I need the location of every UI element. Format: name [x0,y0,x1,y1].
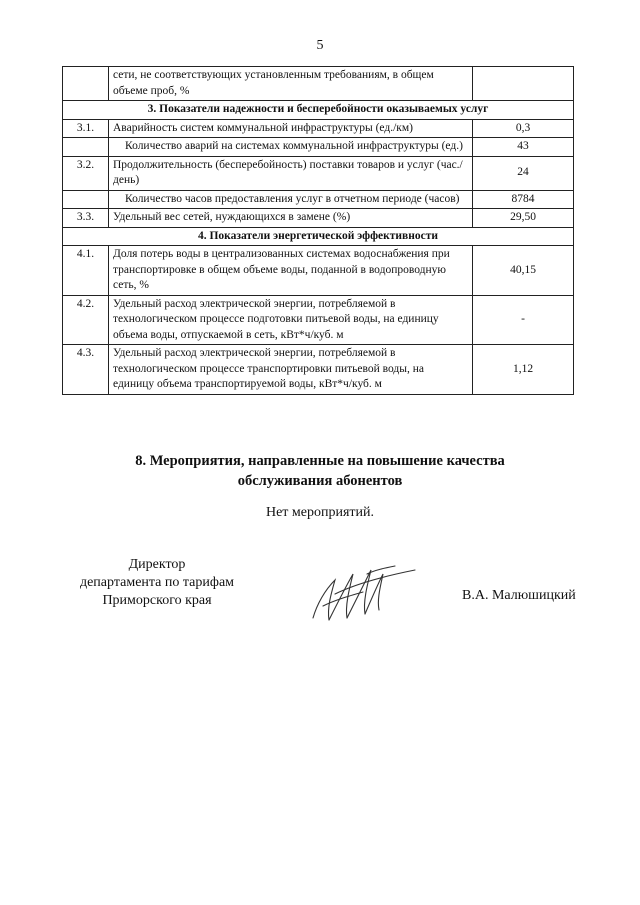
position-line-3: Приморского края [102,593,212,609]
indicator-name [109,67,473,101]
indicator-text: Аварийность систем коммунальной инфраструктуры (ед./км) [113,121,413,134]
indicator-name [109,156,473,190]
row-number: 4.3. [63,345,109,395]
table-row [63,138,574,157]
table-row [63,209,574,228]
indicator-name [109,295,473,345]
section-8-title-line-1: 8. Мероприятия, направленные на повышение качества [135,453,505,469]
indicator-name [109,209,473,228]
indicator-text: сети, не соответствующих установленным требованиям, в общем объеме проб, % [113,69,434,97]
page-number: 5 [316,38,324,53]
signatory-position [62,556,252,611]
indicator-value: 24 [473,156,574,190]
indicator-text: Количество часов предоставления услуг в отчетном периоде (часов) [125,192,460,205]
indicator-text: Удельный вес сетей, нуждающихся в замене (%) [113,211,351,224]
table-section-row [63,227,574,246]
indicator-value: 1,12 [473,345,574,395]
table-section-row [63,101,574,120]
position-line-2: департамента по тарифам [79,575,235,591]
indicator-value: 40,15 [473,246,574,296]
handwritten-signature [305,560,420,630]
row-number: 4.2. [63,295,109,345]
indicator-value: 43 [473,138,574,157]
indicator-text: Удельный расход электрической энергии, потребляемой в технологическом процессе транспортировки питьевой воды, на единицу объема транспортируемой воды, кВт*ч/куб. м [113,347,425,391]
indicator-name [109,138,473,157]
table-row [63,345,574,395]
indicator-text: Продолжительность (бесперебойность) поставки товаров и услуг (час./день) [113,158,463,187]
table-row [63,246,574,296]
row-number: 4.1. [63,246,109,296]
indicator-value: 0,3 [473,119,574,138]
indicator-text: Удельный расход электрической энергии, потребляемой в технологическом процессе подготовки питьевой воды, на единицу объема воды, отпускаемой в сеть, кВт*ч/куб. м [113,297,439,341]
row-number [63,138,109,157]
indicator-value: 29,50 [473,209,574,228]
signer-name: В.А. Малюшицкий [462,588,576,603]
table-row [63,190,574,209]
table-row [63,119,574,138]
table-row [63,67,574,101]
indicator-name [109,345,473,395]
indicator-value: 8784 [473,190,574,209]
indicator-value [473,67,574,101]
section-8-title-line-2: обслуживания абонентов [237,472,403,489]
row-number [63,67,109,101]
no-measures-text: Нет мероприятий. [265,505,375,520]
row-number: 3.1. [63,119,109,138]
row-number [63,190,109,209]
row-number: 3.3. [63,209,109,228]
table-row [63,156,574,190]
indicator-name [109,190,473,209]
section-heading: 3. Показатели надежности и бесперебойности оказываемых услуг [63,101,574,120]
indicator-text: Доля потерь воды в централизованных системах водоснабжения при транспортировке в общем объеме воды, поданной в водопроводную сеть, % [113,248,450,292]
indicators-table [62,66,574,395]
position-line-1: Директор [128,557,186,572]
section-heading: 4. Показатели энергетической эффективности [63,227,574,246]
indicator-text: Количество аварий на системах коммунальной инфраструктуры (ед.) [125,140,463,153]
row-number: 3.2. [63,156,109,190]
indicator-value: - [473,295,574,345]
table-row [63,295,574,345]
indicator-name [109,246,473,296]
section-8-title [60,452,580,491]
indicator-name [109,119,473,138]
